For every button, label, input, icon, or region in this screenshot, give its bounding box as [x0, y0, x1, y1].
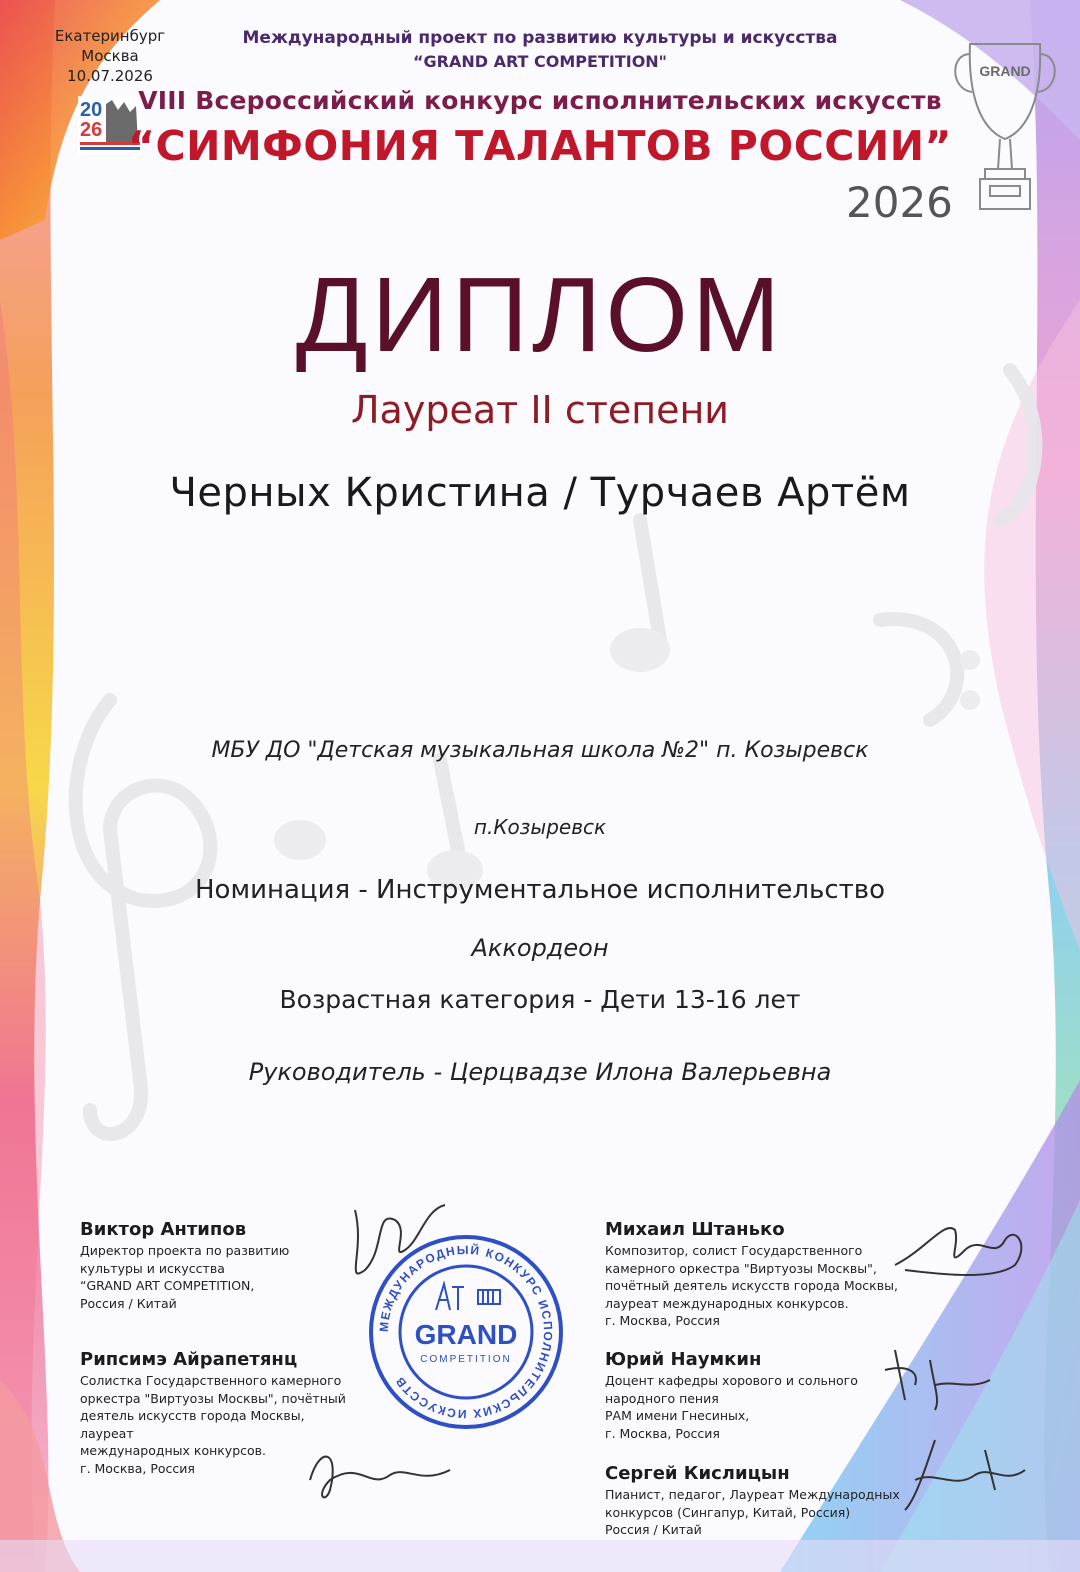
signatory-name: Рипсимэ Айрапетянц — [80, 1349, 298, 1370]
contest-name: “СИМФОНИЯ ТАЛАНТОВ РОССИИ” — [128, 122, 952, 170]
signature-kislitsyn-icon — [895, 1430, 1035, 1520]
year-label: 2026 — [846, 178, 953, 227]
signature-shtanko-icon — [885, 1210, 1035, 1290]
signatory-name: Михаил Штанько — [605, 1219, 785, 1240]
contest-edition: VIII Всероссийский конкурс исполнительских искусств — [138, 86, 942, 115]
project-line-1: Международный проект по развитию культуры и искусства — [242, 28, 838, 48]
signature-ayrapetyants-icon — [300, 1440, 460, 1510]
signatory-name: Юрий Наумкин — [605, 1349, 762, 1370]
leader: Руководитель - Церцвадзе Илона Валерьевна — [248, 1058, 832, 1086]
signatory-3 — [605, 1218, 905, 1330]
stamp-ring-text: МЕЖДУНАРОДНЫЙ КОНКУРС ИСПОЛНИТЕЛЬСКИХ ИСКУССТВ — [376, 1242, 556, 1422]
school-name: МБУ ДО "Детская музыкальная школа №2" п. Козыревск — [211, 738, 869, 763]
signatory-description: Композитор, солист Государственного камерного оркестра "Виртуозы Москвы", почётный деятель искусств города Москвы, лауреат международных конкурсов. г. Москва, Россия — [605, 1243, 898, 1328]
signatory-name: Сергей Кислицын — [605, 1463, 790, 1484]
stamp-sub: COMPETITION — [420, 1354, 512, 1365]
age-category: Возрастная категория - Дети 13-16 лет — [279, 985, 801, 1014]
signatory-5 — [605, 1462, 905, 1539]
place-name: п.Козыревск — [473, 815, 607, 839]
nomination: Номинация - Инструментальное исполнительство — [195, 875, 885, 905]
signature-antipov-icon — [335, 1190, 455, 1290]
signatory-name: Виктор Антипов — [80, 1219, 247, 1240]
signatory-description: Солистка Государственного камерного оркестра "Виртуозы Москвы", почётный деятель искусств города Москвы, лауреат международных конкурсов. г. Москва, Россия — [80, 1373, 346, 1476]
signatory-1 — [80, 1218, 350, 1312]
city-line-1: Екатеринбург — [54, 27, 166, 45]
cup-logo-text: GRAND — [979, 63, 1031, 79]
project-line-2: “GRAND ART COMPETITION" — [412, 52, 668, 71]
signatory-description: Пианист, педагог, Лауреат Международных конкурсов (Сингапур, Китай, Россия) Россия / Китай — [605, 1487, 900, 1537]
signature-naumkin-icon — [875, 1340, 995, 1420]
signatory-4 — [605, 1348, 905, 1442]
city-line-2: Москва — [81, 47, 139, 65]
logo-2026-bottom: 26 — [80, 119, 103, 141]
signatory-description: Директор проекта по развитию культуры и искусства “GRAND ART COMPETITION, Россия / Китай — [80, 1243, 290, 1311]
laureate-degree: Лауреат II степени — [350, 388, 729, 432]
trophy-cup-icon — [950, 34, 1060, 224]
instrument: Аккордеон — [471, 934, 609, 962]
date-line: 10.07.2026 — [67, 67, 153, 85]
participant-names: Черных Кристина / Турчаев Артём — [169, 470, 911, 516]
signatory-description: Доцент кафедры хорового и сольного народного пения РАМ имени Гнесиных, г. Москва, Россия — [605, 1373, 858, 1441]
logo-2026-top: 20 — [80, 99, 103, 121]
stamp-brand: GRAND — [414, 1319, 518, 1350]
diploma-title: ДИПЛОМ — [295, 256, 785, 374]
